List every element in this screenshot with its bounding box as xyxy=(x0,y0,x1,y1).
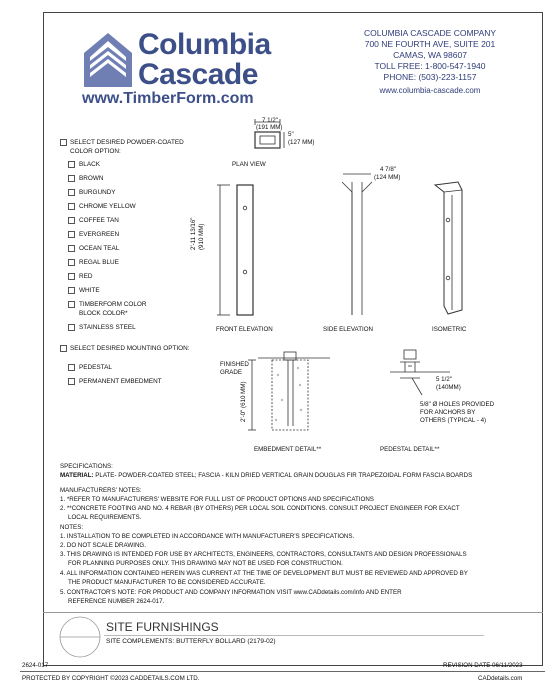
side-width-mm-label: (124 MM) xyxy=(374,174,401,181)
color-checkbox[interactable] xyxy=(68,245,75,252)
material-line xyxy=(60,472,472,479)
mounting-checkbox[interactable] xyxy=(68,364,75,371)
pedestal-detail-label: PEDESTAL DETAIL** xyxy=(380,446,440,453)
finished-grade-label-2: GRADE xyxy=(220,369,243,376)
finished-grade-label-1: FINISHED xyxy=(220,361,249,368)
color-checkbox[interactable] xyxy=(68,175,75,182)
title-underline xyxy=(104,635,484,636)
color-checkbox[interactable] xyxy=(68,231,75,238)
note-2: 2. DO NOT SCALE DRAWING. xyxy=(60,542,146,549)
note-5a: 5. CONTRACTOR'S NOTE: FOR PRODUCT AND COMPANY INFORMATION VISIT www.CADdetails.com/info AND ENTER xyxy=(60,589,402,596)
height-label: 2'-11 13/16" xyxy=(190,217,197,250)
mfr-heading: MANUFACTURERS' NOTES: xyxy=(60,487,142,494)
embedment-detail-label: EMBEDMENT DETAIL** xyxy=(254,446,322,453)
company-name: COLUMBIA CASCADE COMPANY xyxy=(363,28,497,38)
plan-depth-mm-label: (127 MM) xyxy=(288,139,315,146)
copyright: PROTECTED BY COPYRIGHT ©2023 CADDETAILS.COM LTD. xyxy=(22,675,200,682)
color-checkbox[interactable] xyxy=(68,259,75,266)
material-label: MATERIAL: xyxy=(60,472,94,479)
color-option: BURGUNDY xyxy=(79,189,116,196)
note-4b: THE PRODUCT MANUFACTURER TO BE CONSIDERED ACCURATE. xyxy=(68,579,266,586)
side-width-label: 4 7/8" xyxy=(380,166,396,173)
note-4a: 4. ALL INFORMATION CONTAINED HEREIN WAS CURRENT AT THE TIME OF DEVELOPMENT BUT MUST BE REVIEWED AND APPROVED BY xyxy=(60,570,468,577)
note-5b: REFERENCE NUMBER 2624-017. xyxy=(68,598,165,605)
sheet-subtitle: SITE COMPLEMENTS: BUTTERFLY BOLLARD (2179-02) xyxy=(106,638,276,645)
color-option: BLACK xyxy=(79,161,100,168)
holes-label-1: 5/8" Ø HOLES PROVIDED xyxy=(420,401,495,408)
title-circle-icon xyxy=(58,615,102,659)
color-checkbox[interactable] xyxy=(68,324,75,331)
notes-heading: NOTES: xyxy=(60,524,84,531)
ped-width-label: 5 1/2" xyxy=(436,376,452,383)
color-section-title-2: COLOR OPTION: xyxy=(70,148,121,155)
mounting-section-title: SELECT DESIRED MOUNTING OPTION: xyxy=(70,345,190,352)
mfr-note-2b: LOCAL REQUIREMENTS. xyxy=(68,514,142,521)
color-checkbox[interactable] xyxy=(68,161,75,168)
color-option: EVERGREEN xyxy=(79,231,120,238)
mounting-option: PERMANENT EMBEDMENT xyxy=(79,378,162,385)
color-option-extra: BLOCK COLOR* xyxy=(79,310,128,317)
color-option: CHROME YELLOW xyxy=(79,203,136,210)
mfr-note-2a: 2. **CONCRETE FOOTING AND NO. 4 REBAR (BY OTHERS) PER LOCAL SOIL CONDITIONS. CONSULT PROJECT ENGINEER FOR EXACT xyxy=(60,505,460,512)
color-checkbox[interactable] xyxy=(68,273,75,280)
color-section-title-1: SELECT DESIRED POWDER-COATED xyxy=(70,139,184,146)
holes-label-3: OTHERS (TYPICAL - 4) xyxy=(420,417,487,424)
side-elevation-label: SIDE ELEVATION xyxy=(323,326,373,333)
company-phone: PHONE: (503)-223-1157 xyxy=(383,72,477,82)
color-checkbox[interactable] xyxy=(68,287,75,294)
logo-url[interactable]: www.TimberForm.com xyxy=(82,90,254,107)
color-option: COFFEE TAN xyxy=(79,217,119,224)
embed-depth-label: 2'-0" (610 MM) xyxy=(240,381,247,422)
color-option: RED xyxy=(79,273,93,280)
ped-width-mm-label: (140MM) xyxy=(436,384,461,391)
color-checkbox[interactable] xyxy=(68,189,75,196)
mounting-option: PEDESTAL xyxy=(79,364,112,371)
color-option: WHITE xyxy=(79,287,100,294)
footer-divider xyxy=(20,671,545,672)
sheet-title: SITE FURNISHINGS xyxy=(106,620,219,634)
material-text: PLATE- POWDER-COATED STEEL; FASCIA - KILN DRIED VERTICAL GRAIN DOUGLAS FIR TRAPEZOIDAL FORM FASCIA BOARDS xyxy=(93,472,473,479)
title-divider xyxy=(43,612,543,613)
cad-link[interactable]: CADdetails.com xyxy=(478,675,523,682)
logo-line-1: Columbia xyxy=(138,28,271,61)
color-option: REGAL BLUE xyxy=(79,259,119,266)
height-mm-label: (910 MM) xyxy=(198,223,205,250)
mfr-note-1: 1. *REFER TO MANUFACTURERS' WEBSITE FOR FULL LIST OF PRODUCT OPTIONS AND SPECIFICATIONS xyxy=(60,496,374,503)
color-checkbox[interactable] xyxy=(68,203,75,210)
plan-width-label: 7 1/2" xyxy=(262,117,278,124)
revision-date: REVISION DATE 06/11/2023 xyxy=(443,662,523,669)
plan-depth-label: 5" xyxy=(288,131,294,138)
drawing-ref: 2624-017 xyxy=(22,662,49,669)
company-tollfree: TOLL FREE: 1-800-547-1940 xyxy=(374,61,486,71)
color-option: BROWN xyxy=(79,175,104,182)
isometric-label: ISOMETRIC xyxy=(432,326,467,333)
specs-heading: SPECIFICATIONS: xyxy=(60,463,113,470)
front-elevation-label: FRONT ELEVATION xyxy=(216,326,273,333)
mounting-checkbox[interactable] xyxy=(68,378,75,385)
company-address-1: 700 NE FOURTH AVE, SUITE 201 xyxy=(364,39,496,49)
note-3a: 3. THIS DRAWING IS INTENDED FOR USE BY ARCHITECTS, ENGINEERS, CONTRACTORS, CONSULTANTS AND DESIGN PROFESSIONALS xyxy=(60,551,467,558)
plan-view-label: PLAN VIEW xyxy=(232,161,266,168)
holes-label-2: FOR ANCHORS BY xyxy=(420,409,476,416)
color-section-checkbox[interactable] xyxy=(60,139,67,146)
color-checkbox[interactable] xyxy=(68,301,75,308)
note-3b: FOR PLANNING PURPOSES ONLY. THIS DRAWING MAY NOT BE USED FOR CONSTRUCTION. xyxy=(68,560,343,567)
logo-line-2: Cascade xyxy=(138,58,258,91)
plan-width-mm-label: (191 MM) xyxy=(256,124,283,131)
color-option: TIMBERFORM COLOR xyxy=(79,301,147,308)
company-address-2: CAMAS, WA 98607 xyxy=(393,50,467,60)
company-website[interactable]: www.columbia-cascade.com xyxy=(379,86,481,95)
note-1: 1. INSTALLATION TO BE COMPLETED IN ACCORDANCE WITH MANUFACTURER'S SPECIFICATIONS. xyxy=(60,533,355,540)
color-option: OCEAN TEAL xyxy=(79,245,120,252)
color-option: STAINLESS STEEL xyxy=(79,324,136,331)
logo-mark-icon xyxy=(82,31,134,89)
color-checkbox[interactable] xyxy=(68,217,75,224)
mounting-section-checkbox[interactable] xyxy=(60,345,67,352)
